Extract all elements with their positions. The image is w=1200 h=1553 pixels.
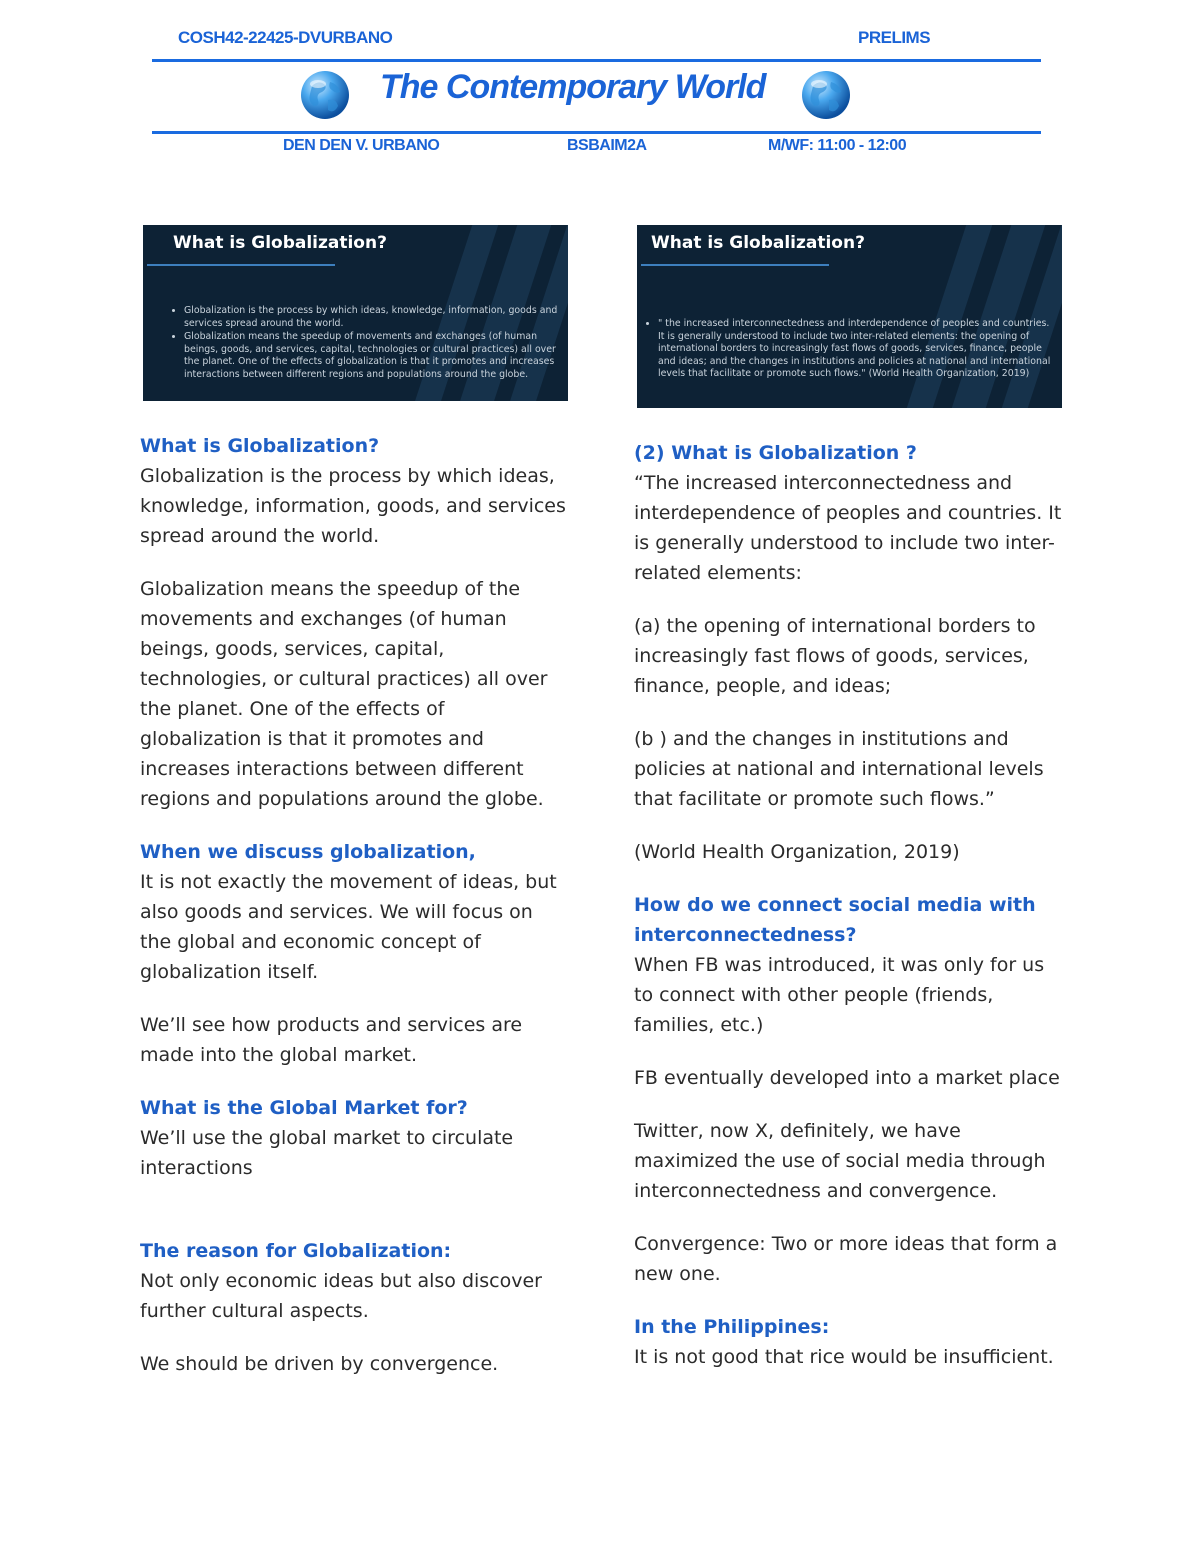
page-title: The Contemporary World [380,68,766,106]
slide-title: What is Globalization? [651,233,865,253]
slide-image-2 [637,225,1062,408]
paragraph: Globalization means the speedup of the movements and exchanges (of human beings, goods, services, capital, technologies, or cultural practices) all over the planet. One of the effects of globalization is that it promotes and increases interactions between different regions and populations around the globe. [140,578,548,810]
paragraph: When FB was introduced, it was only for us to connect with other people (friends, families, etc.) [634,954,1045,1036]
program-label: BSBAIM2A [567,137,647,154]
paragraph: Twitter, now X, definitely, we have maximized the use of social media through interconnectedness and convergence. [634,1120,1046,1202]
term-label: PRELIMS [858,28,931,47]
globe-icon [298,68,352,122]
right-column [634,438,1062,1395]
paragraph: We’ll see how products and services are made into the global market. [140,1014,523,1066]
paragraph: Convergence: Two or more ideas that form a new one. [634,1233,1058,1285]
slide-underline [147,264,335,266]
slide-body [173,305,558,382]
paragraph: “The increased interconnectedness and interdependence of peoples and countries. It is generally understood to include two inter-related elements: [634,472,1062,584]
paragraph: It is not good that rice would be insufficient. [634,1346,1054,1368]
slide-underline [641,264,829,266]
citation: (World Health Organization, 2019) [634,841,960,863]
slide-bullet: • Globalization means the speedup of movements and exchanges (of human beings, goods, and services, capital, technologies or cultural practices) all over the planet. One of the effects of globalization is that it promotes and increases interactions between different regions and populations around the globe. [184,331,558,381]
header-rule-bottom [152,131,1041,134]
section-heading: The reason for Globalization: [140,1240,452,1262]
paragraph: FB eventually developed into a market place [634,1067,1060,1089]
course-code: COSH42-22425-DVURBANO [178,28,393,47]
section-heading: How do we connect social media with interconnectedness? [634,894,1036,946]
section-heading: (2) What is Globalization ? [634,442,917,464]
paragraph: We should be driven by convergence. [140,1353,499,1375]
student-name: DEN DEN V. URBANO [283,137,440,154]
left-column [140,431,570,1402]
slide-bullet: • Globalization is the process by which ideas, knowledge, information, goods and services spread around the world. [184,305,558,330]
paragraph: (b ) and the changes in institutions and policies at national and international levels that facilitate or promote such flows.” [634,728,1044,810]
section-heading: In the Philippines: [634,1316,830,1338]
paragraph: We’ll use the global market to circulate interactions [140,1127,514,1179]
section-heading: What is Globalization? [140,435,380,457]
slide-image-1 [143,225,568,401]
paragraph: Not only economic ideas but also discover further cultural aspects. [140,1270,542,1322]
slide-title: What is Globalization? [173,233,387,253]
paragraph: It is not exactly the movement of ideas, but also goods and services. We will focus on the global and economic concept of globalization itself. [140,871,557,983]
section-heading: When we discuss globalization, [140,841,476,863]
section-heading: What is the Global Market for? [140,1097,468,1119]
paragraph: Globalization is the process by which ideas, knowledge, information, goods, and services spread around the world. [140,465,566,547]
schedule-label: M/WF: 11:00 - 12:00 [768,137,907,154]
slide-body [647,318,1052,382]
paragraph: (a) the opening of international borders to increasingly fast flows of goods, services, finance, people, and ideas; [634,615,1036,697]
slide-bullet: • " the increased interconnectedness and interdependence of peoples and countries. It is generally understood to include two inter-related elements: the opening of international borders to increasingly fast flows of goods, services, finance, people and ideas; and the changes in institutions and policies at national and international levels that facilitate or promote such flows." (World Health Organization, 2019) [658,318,1052,381]
header-rule-top [152,59,1041,62]
globe-icon [799,68,853,122]
